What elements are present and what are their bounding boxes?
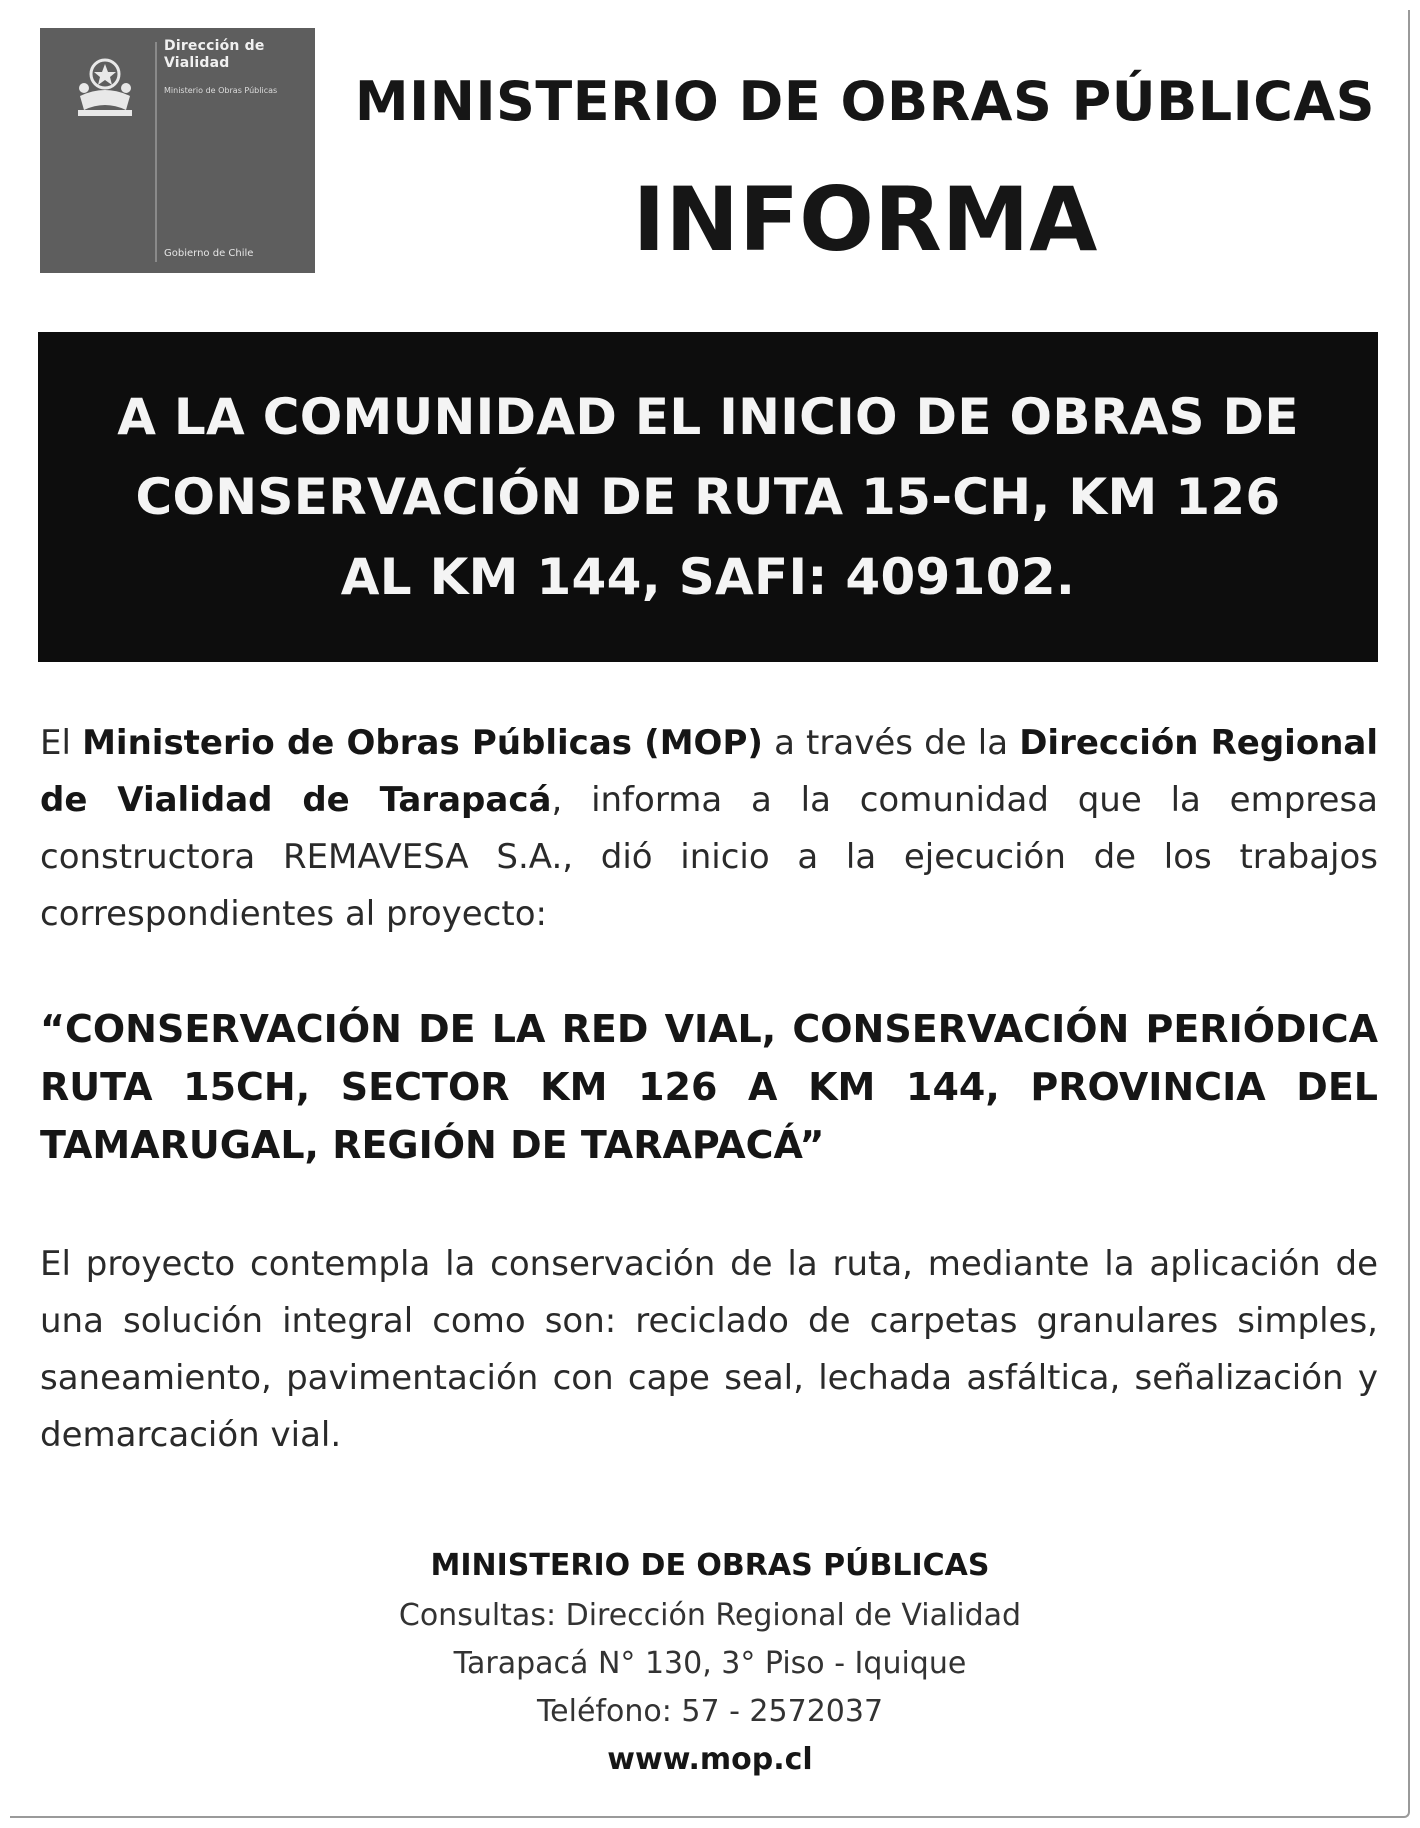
- coat-of-arms-icon: [60, 44, 150, 134]
- vialidad-logo: [40, 28, 315, 273]
- footer-consultas: Consultas: Dirección Regional de Vialidad: [398, 1598, 1022, 1633]
- project-description: El proyecto contempla la conservación de la ruta, mediante la aplicación de una solución integral como son: reciclado de carpetas granulares simples, saneamiento, pavimentación con cape seal, lechada asfáltica, señalización y demarcación vial.: [40, 1244, 1378, 1455]
- footer-phone: Teléfono: 57 - 2572037: [536, 1694, 884, 1729]
- footer-address: Tarapacá N° 130, 3° Piso - Iquique: [453, 1646, 967, 1681]
- banner-line: AL KM 144, SAFI: 409102.: [340, 548, 1076, 606]
- footer-website[interactable]: www.mop.cl: [607, 1742, 813, 1777]
- ministry-name: Ministerio de Obras Públicas (MOP): [82, 723, 763, 763]
- logo-gobierno: Gobierno de Chile: [164, 248, 254, 259]
- regional-direction-name: Dirección Regional de Vialidad de Tarapacá: [40, 723, 1378, 820]
- project-title: “CONSERVACIÓN DE LA RED VIAL, CONSERVACIÓN PERIÓDICA RUTA 15CH, SECTOR KM 126 A KM 144, PROVINCIA DEL TAMARUGAL, REGIÓN DE TARAPACÁ”: [40, 1007, 1378, 1167]
- ministry-heading: MINISTERIO DE OBRAS PÚBLICAS: [354, 70, 1376, 133]
- announcement-banner: [38, 332, 1378, 662]
- informa-heading: INFORMA: [632, 168, 1098, 271]
- logo-ministerio: Ministerio de Obras Públicas: [164, 86, 278, 95]
- banner-line: A LA COMUNIDAD EL INICIO DE OBRAS DE: [117, 388, 1299, 446]
- logo-direccion: Dirección de Vialidad: [164, 38, 265, 71]
- banner-line: CONSERVACIÓN DE RUTA 15-CH, KM 126: [135, 468, 1281, 526]
- intro-paragraph: El Ministerio de Obras Públicas (MOP) a través de la Dirección Regional de Vialidad de Tarapacá, informa a la comunidad que la empresa constructora REMAVESA S.A., dió inicio a la ejecución de los trabajos correspondientes al proyecto:: [40, 723, 1379, 934]
- footer-ministry: MINISTERIO DE OBRAS PÚBLICAS: [430, 1548, 990, 1583]
- logo-divider: [155, 42, 157, 262]
